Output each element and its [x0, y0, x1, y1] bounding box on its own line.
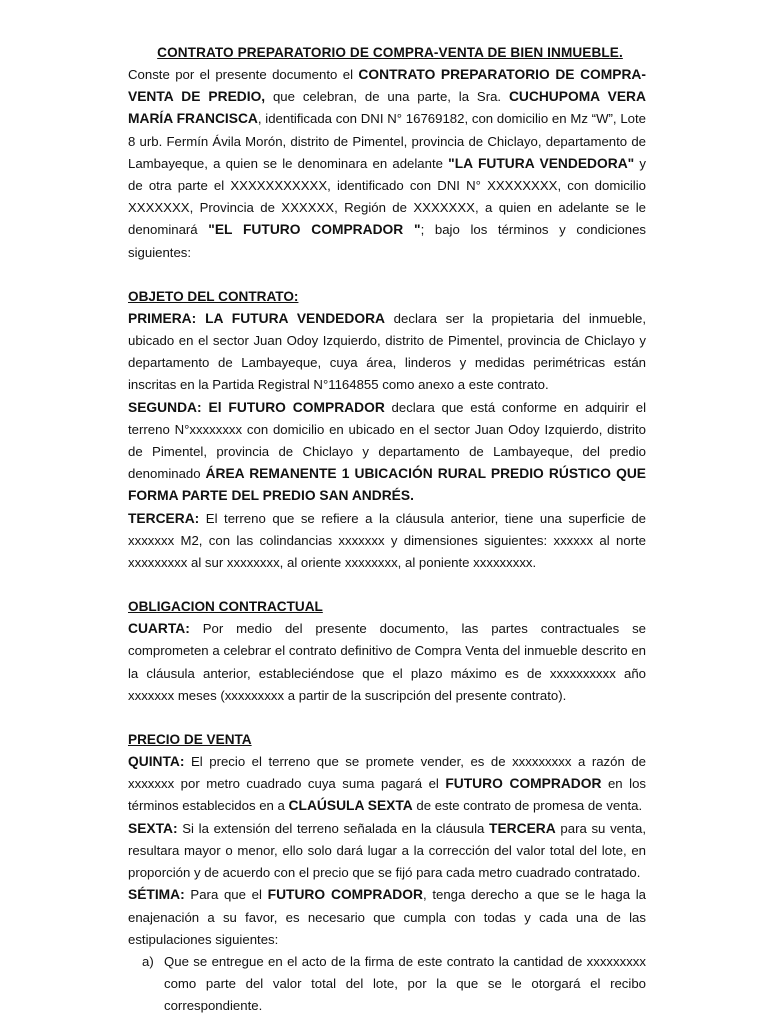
text-segment: , identificada con DNI N° 16769182, con domicilio en Mz “W”, Lote 8 urb. Fermín Ávila Morón, distrito de Pimentel, provincia de Chiclayo, departamento de Lambayeque, a quien se le denominara en adelante: [128, 111, 646, 171]
clause-setima: [128, 884, 646, 951]
text-segment: en los términos establecidos en a: [128, 776, 646, 814]
list-marker: a): [142, 953, 154, 969]
text-segment: Por medio del presente documento, las partes contractuales se comprometen a celebrar el contrato definitivo de Compra Venta del inmueble descrito en la cláusula anterior, estableciéndose que el plazo máximo es de xxxxxxxxxx año xxxxxxx meses (xxxxxxxxx a partir de la suscripción del presente contrato).: [128, 621, 646, 703]
bold-text-segment: TERCERA:: [128, 510, 200, 526]
list-item-text: Que se entregue en el acto de la firma de este contrato la cantidad de xxxxxxxxx como parte del valor total del lote, por la que se le otorgará el recibo correspondiente.: [164, 953, 646, 1014]
text-segment: Para que el: [184, 887, 268, 903]
text-segment: para su venta, resultara mayor o menor, ello solo dará lugar a la corrección del valor total del lote, en proporción y de acuerdo con el precio que se fijó para cada metro cuadrado contratado.: [128, 820, 646, 881]
bold-text-segment: "LA FUTURA VENDEDORA": [448, 155, 635, 171]
bold-text-segment: CUCHUPOMA VERA MARÍA FRANCISCA: [128, 89, 646, 127]
text-segment: de este contrato de promesa de venta.: [412, 798, 643, 814]
bold-text-segment: SÉTIMA:: [128, 887, 185, 903]
text-segment: ; bajo los términos y condiciones siguientes:: [128, 222, 646, 260]
clause-segunda: [128, 397, 646, 508]
text-segment: declara que está conforme en adquirir el terreno N°xxxxxxxx con domicilio en ubicado en el sector Juan Odoy Izquierdo, distrito de Pimentel, provincia de Chiclayo y departamento de Lambayeque, del predio denominado: [128, 399, 647, 482]
text-segment: que celebran, de una parte, la Sra.: [265, 89, 509, 105]
bold-text-segment: PRIMERA: LA FUTURA VENDEDORA: [128, 310, 385, 326]
bold-text-segment: CONTRATO PREPARATORIO DE COMPRA-VENTA DE PREDIO,: [128, 67, 646, 105]
bold-text-segment: QUINTA:: [128, 754, 185, 770]
paragraph-spacer: [128, 574, 646, 596]
bold-text-segment: ÁREA REMANENTE 1 UBICACIÓN RURAL PREDIO RÚSTICO QUE FORMA PARTE DEL PREDIO SAN ANDRÉS.: [128, 466, 646, 504]
text-segment: Si la extensión del terreno señalada en la cláusula: [177, 820, 490, 836]
section-heading-obligacion: OBLIGACION CONTRACTUAL: [128, 599, 323, 615]
list-item: [128, 951, 646, 1018]
bold-text-segment: SEXTA:: [128, 820, 178, 836]
paragraph-spacer: [128, 707, 646, 729]
intro-paragraph: [128, 64, 646, 264]
stipulations-list: [128, 951, 646, 1018]
document-title: CONTRATO PREPARATORIO DE COMPRA-VENTA DE BIEN INMUEBLE.: [157, 45, 623, 60]
section-heading-objeto: OBJETO DEL CONTRATO:: [128, 288, 299, 304]
text-segment: Conste por el presente documento el: [128, 67, 359, 82]
clause-tercera: [128, 508, 646, 575]
text-segment: y de otra parte el XXXXXXXXXXX, identificado con DNI N° XXXXXXXX, con domicilio XXXXXXX, Provincia de XXXXXX, Región de XXXXXXX, a quien en adelante se le denominará: [128, 155, 647, 238]
section-heading-precio: PRECIO DE VENTA: [128, 732, 252, 748]
clause-cuarta: [128, 618, 646, 707]
clause-primera: [128, 308, 646, 397]
text-segment: El terreno que se refiere a la cláusula anterior, tiene una superficie de xxxxxxx M2, con las colindancias xxxxxxx y dimensiones siguientes: xxxxxx al norte xxxxxxxxx al sur xxxxxxxx, al oriente xxxxxxxx, al poniente xxxxxxxxx.: [128, 510, 646, 571]
bold-text-segment: "EL FUTURO COMPRADOR ": [208, 222, 421, 238]
bold-text-segment: FUTURO COMPRADOR: [445, 776, 602, 792]
text-segment: declara ser la propietaria del inmueble, ubicado en el sector Juan Odoy Izquierdo, distrito de Pimentel, provincia de Chiclayo y departamento de Lambayeque, cuya área, linderos y medidas perimétricas están inscritas en la Partida Registral N°1164855 como anexo a este contrato.: [128, 310, 646, 393]
clause-quinta: [128, 751, 646, 818]
bold-text-segment: CLAÚSULA SEXTA: [288, 798, 413, 814]
paragraph-spacer: [128, 264, 646, 286]
text-segment: , tenga derecho a que se le haga la enajenación a su favor, es necesario que cumpla con todas y cada una de las estipulaciones siguientes:: [128, 887, 647, 947]
bold-text-segment: FUTURO COMPRADOR: [267, 887, 423, 903]
bold-text-segment: SEGUNDA: El FUTURO COMPRADOR: [128, 399, 385, 415]
bold-text-segment: TERCERA: [489, 820, 556, 836]
bold-text-segment: CUARTA:: [128, 621, 190, 637]
clause-sexta: [128, 818, 646, 885]
text-segment: El precio el terreno que se promete vender, es de xxxxxxxxx a razón de xxxxxxx por metro cuadrado cuya suma pagará el: [128, 754, 646, 792]
